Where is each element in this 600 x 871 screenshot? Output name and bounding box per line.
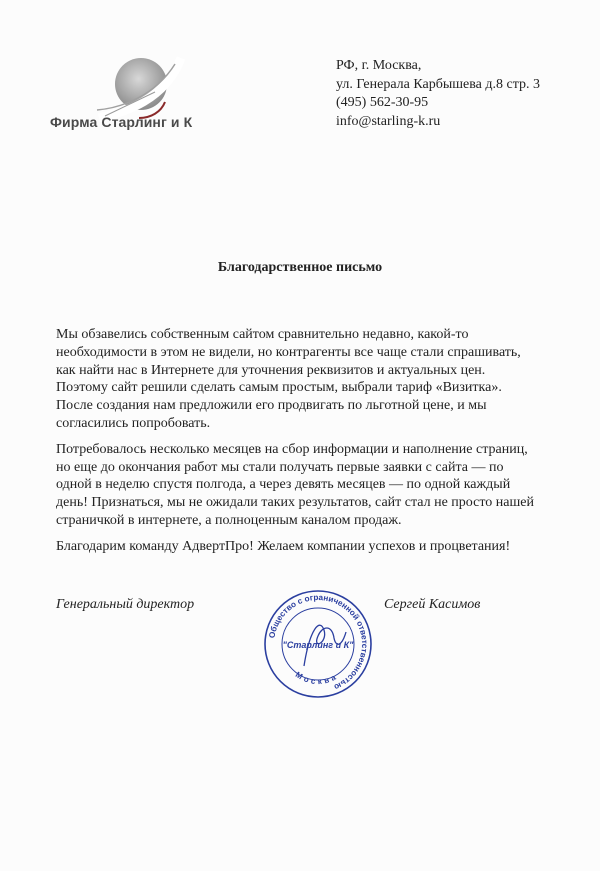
address-email: info@starling-k.ru [336, 113, 441, 129]
company-logo-mark [95, 52, 185, 122]
stamp-ring-text: Общество с ограниченной ответственностью [267, 592, 370, 692]
paragraph-1 [56, 326, 556, 433]
paragraph-line: Мы обзавелись собственным сайтом сравнительно недавно, какой-то [56, 327, 469, 342]
paragraph-line: необходимости в этом не видели, но контрагенты все чаще стали спрашивать, [56, 344, 521, 360]
paragraph-line: день! Признаться, мы не ожидали таких результатов, сайт стал не просто нашей [56, 495, 534, 511]
address-street: ул. Генерала Карбышева д.8 стр. 3 [336, 76, 541, 92]
company-name: Фирма Старлинг и К [50, 114, 193, 130]
paragraph-line: одной в неделю спустя полгода, а через девять месяцев — по одной каждый [56, 477, 511, 493]
address-city: РФ, г. Москва, [336, 58, 422, 73]
paragraph-3 [56, 538, 556, 556]
paragraph-line: как найти нас в Интернете для уточнения реквизитов и актуальных цен. [56, 362, 486, 378]
company-stamp [262, 588, 374, 700]
paragraph-line: После создания нам предложили его продвигать по льготной цене, и мы [56, 398, 487, 414]
signer-name: Сергей Касимов [384, 597, 481, 612]
paragraph-line: но еще до окончания работ мы стали получать первые заявки с сайта — по [56, 459, 504, 475]
stamp-center-text: "Старлинг и К" [282, 640, 354, 650]
letter-body [56, 326, 556, 564]
company-logo [50, 52, 220, 142]
letter-title: Благодарственное письмо [217, 260, 383, 275]
stamp-city-text: Москва [293, 670, 341, 687]
address-phone: (495) 562-30-95 [336, 95, 429, 110]
company-address [336, 57, 540, 131]
paragraph-line: страничкой в интернете, а полноценным каналом продаж. [56, 512, 402, 528]
paragraph-2 [56, 441, 556, 530]
paragraph-line: согласились попробовать. [56, 415, 211, 431]
paragraph-line: Поэтому сайт решили сделать самым простым, выбрали тариф «Визитка». [56, 380, 502, 396]
signer-position: Генеральный директор [56, 597, 195, 612]
paragraph-line: Потребовалось несколько месяцев на сбор информации и наполнение страниц, [56, 441, 528, 457]
paragraph-line: Благодарим команду АдвертПро! Желаем компании успехов и процветания! [56, 538, 511, 554]
